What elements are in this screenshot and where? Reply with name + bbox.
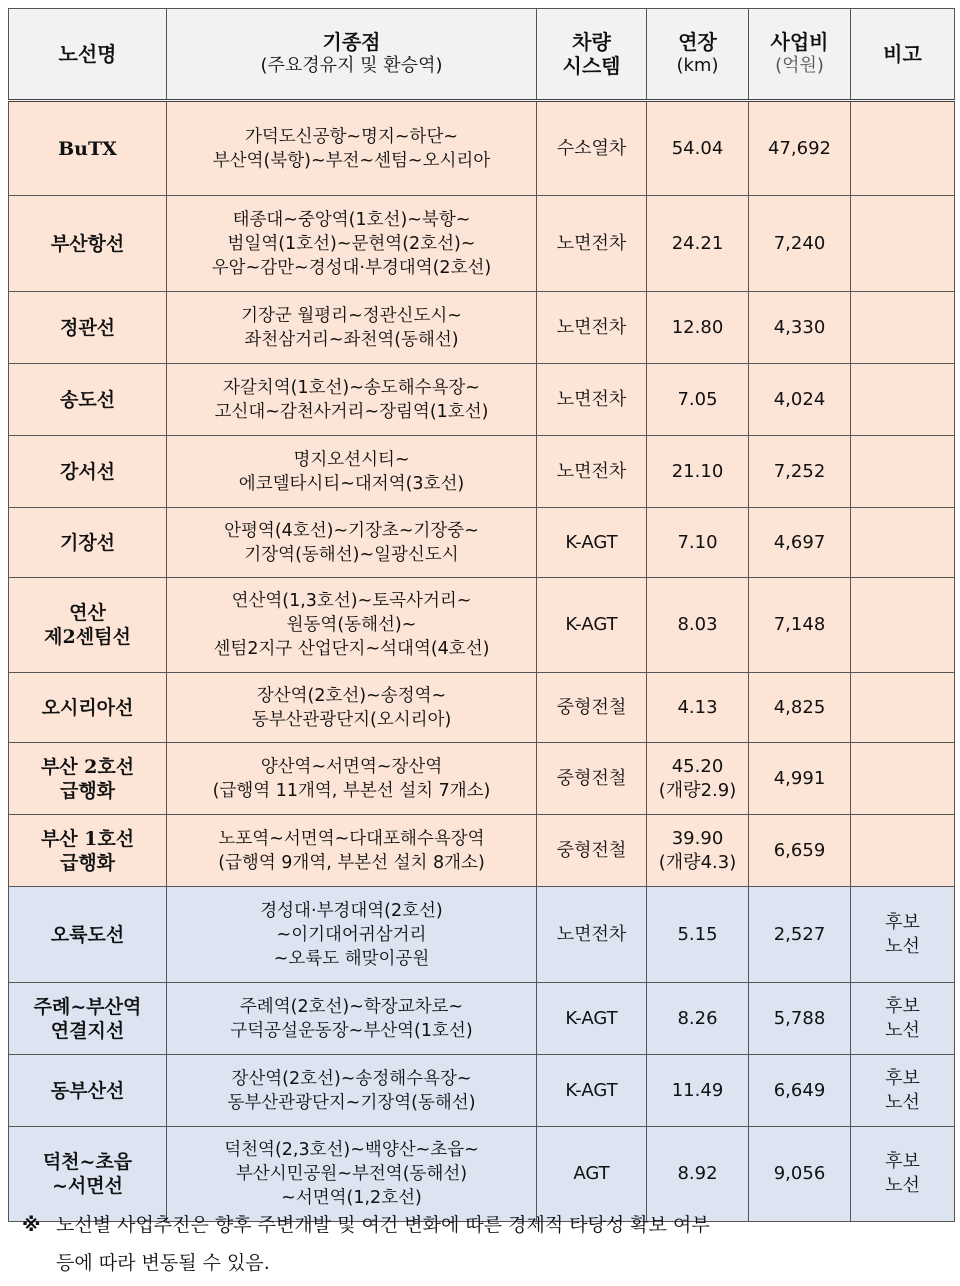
length-line: 21.10 [671, 460, 724, 482]
footnote-mark: ※ [22, 1214, 41, 1236]
length-line: 8.26 [677, 1007, 718, 1029]
endpoints-line: ~이기대어귀삼거리 [276, 924, 427, 945]
length-line: 5.15 [677, 923, 718, 945]
remarks-cell [851, 578, 955, 673]
cost-cell: 5,788 [749, 983, 851, 1055]
vehicle-system-cell: 수소열차 [537, 101, 647, 196]
remarks-cell [851, 196, 955, 292]
route-name-line: 동부산선 [50, 1079, 125, 1102]
endpoints-cell [167, 815, 537, 887]
remarks-cell [851, 292, 955, 364]
endpoints-cell [167, 508, 537, 578]
vehicle-system-cell: 중형전철 [537, 815, 647, 887]
vehicle-system-cell: 노면전차 [537, 364, 647, 436]
length-line: 4.13 [677, 696, 718, 718]
header-cost [749, 9, 851, 101]
length-line: 54.04 [671, 137, 724, 159]
endpoints-line: 양산역~서면역~장산역 [260, 756, 443, 777]
remarks-cell [851, 983, 955, 1055]
table-header-row [9, 9, 955, 101]
header-length-line1: 연장 [678, 30, 717, 54]
table-row [9, 743, 955, 815]
remarks-cell [851, 364, 955, 436]
remarks-line: 노선 [885, 1091, 920, 1113]
endpoints-line: 노포역~서면역~다대포해수욕장역 [218, 828, 485, 849]
endpoints-line: 연산역(1,3호선)~토곡사거리~ [231, 591, 472, 611]
cost-cell: 6,659 [749, 815, 851, 887]
remarks-line: 노선 [885, 1019, 920, 1041]
remarks-cell [851, 1055, 955, 1127]
length-line: 12.80 [671, 316, 724, 338]
header-length-unit: (km) [676, 55, 719, 76]
route-name-line: 제2센텀선 [44, 626, 131, 648]
endpoints-line: 우암~감만~경성대·부경대역(2호선) [211, 257, 492, 278]
cost-cell: 4,024 [749, 364, 851, 436]
length-cell [647, 364, 749, 436]
remarks-cell [851, 815, 955, 887]
endpoints-line: 주례역(2호선)~학장교차로~ [239, 996, 464, 1017]
route-name-cell [9, 887, 167, 983]
route-name-line: 부산 1호선 [40, 827, 135, 850]
vehicle-system-cell: K-AGT [537, 983, 647, 1055]
endpoints-line: 센텀2지구 산업단지~석대역(4호선) [213, 639, 490, 659]
length-line: 24.21 [671, 232, 724, 254]
endpoints-line: 장산역(2호선)~송정해수욕장~ [231, 1068, 472, 1089]
length-line: 45.20 [671, 755, 724, 777]
endpoints-cell [167, 673, 537, 743]
route-name-cell [9, 983, 167, 1055]
endpoints-cell [167, 983, 537, 1055]
endpoints-line: ~오륙도 해맞이공원 [273, 948, 430, 969]
route-name-line: 송도선 [59, 388, 116, 411]
length-cell [647, 743, 749, 815]
route-name-cell [9, 815, 167, 887]
endpoints-line: ~서면역(1,2호선) [281, 1188, 422, 1208]
cost-cell: 47,692 [749, 101, 851, 196]
length-line: (개량4.3) [658, 851, 737, 873]
route-name-line: 부산항선 [50, 232, 125, 255]
vehicle-system-cell: 노면전차 [537, 196, 647, 292]
footnote [22, 1206, 942, 1282]
endpoints-line: 안평역(4호선)~기장초~기장중~ [224, 520, 479, 541]
vehicle-system-cell: 중형전철 [537, 673, 647, 743]
table-row [9, 292, 955, 364]
route-name-line: 덕천~초읍 [42, 1151, 133, 1173]
table-row [9, 1055, 955, 1127]
length-line: 11.49 [671, 1079, 724, 1101]
endpoints-cell [167, 292, 537, 364]
length-cell [647, 508, 749, 578]
endpoints-cell [167, 196, 537, 292]
rail-routes-table [8, 8, 955, 1222]
length-cell [647, 101, 749, 196]
footnote-line1: 노선별 사업추진은 향후 주변개발 및 여건 변화에 따른 경제적 타당성 확보 여부 [56, 1214, 710, 1236]
table-body [9, 101, 955, 1222]
table-row [9, 578, 955, 673]
endpoints-line: 좌천삼거리~좌천역(동해선) [244, 329, 459, 350]
cost-cell: 6,649 [749, 1055, 851, 1127]
header-cost-line1: 사업비 [770, 30, 829, 54]
endpoints-line: 태종대~중앙역(1호선)~북항~ [232, 209, 471, 230]
endpoints-line: 기장역(동해선)~일광신도시 [244, 544, 459, 565]
length-cell [647, 436, 749, 508]
table-row [9, 364, 955, 436]
vehicle-system-cell: K-AGT [537, 1055, 647, 1127]
endpoints-line: 동부산관광단지(오시리아) [251, 709, 452, 730]
route-name-cell [9, 364, 167, 436]
endpoints-line: 가덕도신공항~명지~하단~ [244, 126, 459, 147]
length-cell [647, 673, 749, 743]
cost-cell: 9,056 [749, 1127, 851, 1222]
length-line: 8.03 [677, 614, 718, 635]
length-cell [647, 815, 749, 887]
cost-cell: 7,148 [749, 578, 851, 673]
route-name-line: 정관선 [59, 316, 116, 339]
route-name-cell [9, 1055, 167, 1127]
length-line: 39.90 [671, 827, 724, 849]
remarks-line: 후보 [885, 995, 920, 1017]
table-row [9, 196, 955, 292]
endpoints-line: 동부산관광단지~기장역(동해선) [227, 1092, 476, 1113]
remarks-cell [851, 436, 955, 508]
route-name-cell [9, 673, 167, 743]
endpoints-cell [167, 743, 537, 815]
endpoints-line: (급행역 11개역, 부본선 설치 7개소) [212, 780, 491, 801]
header-endpoints-title: 기종점 [322, 30, 381, 54]
vehicle-system-cell: AGT [537, 1127, 647, 1222]
table-row [9, 673, 955, 743]
route-name-line: 급행화 [59, 851, 116, 874]
table-row [9, 101, 955, 196]
route-name-line: 부산 2호선 [40, 755, 135, 778]
endpoints-cell [167, 436, 537, 508]
vehicle-system-cell: 노면전차 [537, 292, 647, 364]
header-route-name: 노선명 [9, 9, 167, 101]
length-cell [647, 578, 749, 673]
route-name-line: BuTX [58, 137, 117, 160]
vehicle-system-cell: 중형전철 [537, 743, 647, 815]
endpoints-line: 범일역(1호선)~문현역(2호선)~ [227, 233, 476, 254]
vehicle-system-cell: K-AGT [537, 508, 647, 578]
route-name-line: 급행화 [59, 779, 116, 802]
route-name-cell [9, 508, 167, 578]
endpoints-line: 구덕공설운동장~부산역(1호선) [230, 1020, 473, 1041]
endpoints-line: 장산역(2호선)~송정역~ [256, 685, 447, 706]
route-name-line: 주례~부산역 [33, 995, 142, 1018]
length-cell [647, 983, 749, 1055]
route-name-line: 오륙도선 [50, 923, 125, 946]
endpoints-line: 자갈치역(1호선)~송도해수욕장~ [223, 377, 480, 398]
length-line: 7.10 [677, 531, 718, 553]
cost-cell: 4,697 [749, 508, 851, 578]
route-name-line: 기장선 [59, 531, 116, 554]
vehicle-system-cell: 노면전차 [537, 887, 647, 983]
endpoints-line: 에코델타시티~대저역(3호선) [238, 473, 465, 494]
endpoints-line: 명지오션시티~ [293, 449, 410, 470]
header-cost-unit: (억원) [775, 55, 824, 76]
remarks-cell [851, 101, 955, 196]
vehicle-system-cell: 노면전차 [537, 436, 647, 508]
header-length [647, 9, 749, 101]
header-endpoints [167, 9, 537, 101]
table-row [9, 983, 955, 1055]
route-name-cell [9, 292, 167, 364]
route-name-line: 연결지선 [50, 1019, 125, 1042]
cost-cell: 7,252 [749, 436, 851, 508]
table-row [9, 508, 955, 578]
cost-cell: 7,240 [749, 196, 851, 292]
length-cell [647, 292, 749, 364]
table-row [9, 436, 955, 508]
endpoints-line: 부산역(북항)~부전~센텀~오시리아 [212, 150, 491, 171]
route-name-line: 연산 [69, 602, 106, 624]
endpoints-line: (급행역 9개역, 부본선 설치 8개소) [218, 852, 485, 873]
endpoints-line: 고신대~감천사거리~장림역(1호선) [214, 401, 489, 422]
length-line: 8.92 [677, 1163, 718, 1184]
remarks-line: 후보 [885, 1151, 920, 1172]
remarks-cell [851, 887, 955, 983]
table-row [9, 815, 955, 887]
endpoints-line: 경성대·부경대역(2호선) [260, 900, 443, 921]
route-name-line: 강서선 [59, 460, 116, 483]
route-name-cell [9, 578, 167, 673]
cost-cell: 4,825 [749, 673, 851, 743]
remarks-line: 후보 [885, 911, 920, 933]
endpoints-cell [167, 364, 537, 436]
remarks-cell [851, 673, 955, 743]
cost-cell: 2,527 [749, 887, 851, 983]
header-endpoints-sub: (주요경유지 및 환승역) [260, 55, 443, 76]
route-name-cell [9, 196, 167, 292]
header-vehicle-line1: 차량 [572, 30, 611, 54]
length-cell [647, 196, 749, 292]
remarks-line: 노선 [885, 935, 920, 957]
route-name-cell [9, 436, 167, 508]
length-cell [647, 887, 749, 983]
endpoints-cell [167, 1055, 537, 1127]
endpoints-line: 기장군 월평리~정관신도시~ [241, 305, 462, 326]
remarks-cell [851, 743, 955, 815]
endpoints-cell [167, 578, 537, 673]
route-name-line: ~서면선 [52, 1175, 123, 1197]
cost-cell: 4,330 [749, 292, 851, 364]
endpoints-line: 덕천역(2,3호선)~백양산~초읍~ [224, 1140, 479, 1160]
header-vehicle-line2: 시스템 [562, 54, 621, 78]
route-name-line: 오시리아선 [41, 696, 134, 719]
route-name-cell [9, 101, 167, 196]
length-cell [647, 1055, 749, 1127]
table-row [9, 887, 955, 983]
endpoints-line: 부산시민공원~부전역(동해선) [235, 1164, 468, 1184]
length-line: (개량2.9) [658, 779, 737, 801]
endpoints-cell [167, 101, 537, 196]
remarks-line: 후보 [885, 1067, 920, 1089]
endpoints-line: 원동역(동해선)~ [286, 615, 417, 635]
footnote-line2: 등에 따라 변동될 수 있음. [56, 1252, 270, 1274]
header-vehicle-system [537, 9, 647, 101]
cost-cell: 4,991 [749, 743, 851, 815]
remarks-line: 노선 [885, 1175, 920, 1196]
header-remarks: 비고 [851, 9, 955, 101]
length-line: 7.05 [677, 388, 718, 410]
endpoints-cell [167, 887, 537, 983]
route-name-cell [9, 743, 167, 815]
remarks-cell [851, 508, 955, 578]
vehicle-system-cell: K-AGT [537, 578, 647, 673]
